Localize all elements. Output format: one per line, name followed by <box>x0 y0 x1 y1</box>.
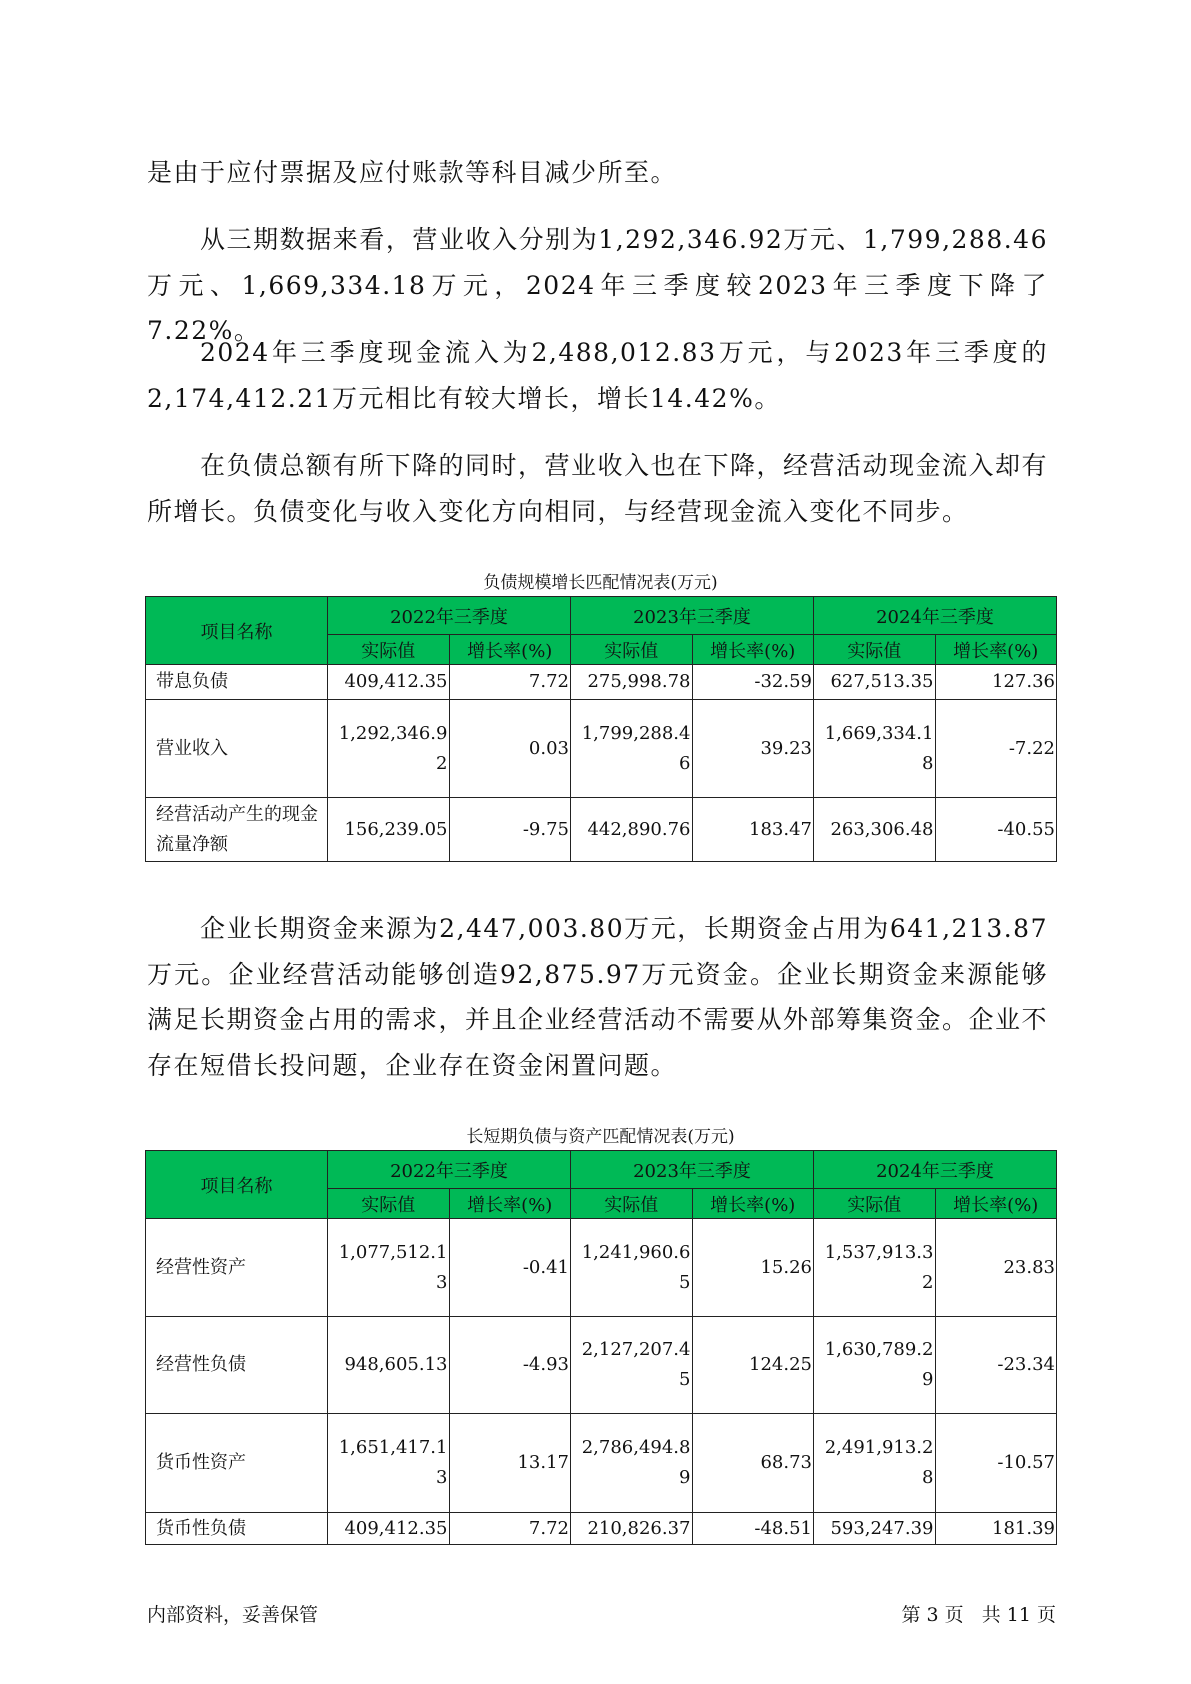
growth-rate: -9.75 <box>449 798 571 862</box>
header-actual: 实际值 <box>814 635 936 665</box>
actual-value: 1,651,417.13 <box>328 1414 450 1513</box>
actual-value: 156,239.05 <box>328 798 450 862</box>
growth-rate: -32.59 <box>692 665 814 700</box>
paragraph: 在负债总额有所下降的同时，营业收入也在下降，经营活动现金流入却有所增长。负债变化与收入变化方向相同，与经营现金流入变化不同步。 <box>147 451 1049 526</box>
paragraph: 2024年三季度现金流入为2,488,012.83万元，与2023年三季度的2,174,412.21万元相比有较大增长，增长14.42%。 <box>147 338 1048 413</box>
row-name: 货币性资产 <box>146 1414 328 1513</box>
header-period: 2023年三季度 <box>571 1151 814 1189</box>
header-actual: 实际值 <box>814 1189 936 1219</box>
paragraph: 企业长期资金来源为2,447,003.80万元，长期资金占用为641,213.87万元。企业经营活动能够创造92,875.97万元资金。企业长期资金来源能够满足长期资金占用的需求，并且企业经营活动不需要从外部筹集资金。企业不存在短借长投问题，企业存在资金闲置问题。 <box>147 914 1049 1080</box>
paragraph: 从三期数据来看，营业收入分别为1,292,346.92万元、1,799,288.46万元、1,669,334.18万元，2024年三季度较2023年三季度下降了7.22%。 <box>147 225 1048 345</box>
growth-rate: 39.23 <box>692 700 814 798</box>
actual-value: 1,669,334.18 <box>814 700 936 798</box>
actual-value: 1,799,288.46 <box>571 700 693 798</box>
growth-rate: -4.93 <box>449 1317 571 1414</box>
growth-rate: -48.51 <box>692 1513 814 1545</box>
row-name: 营业收入 <box>146 700 328 798</box>
growth-rate: 7.72 <box>449 665 571 700</box>
growth-rate: 183.47 <box>692 798 814 862</box>
actual-value: 1,537,913.32 <box>814 1219 936 1317</box>
header-actual: 实际值 <box>571 1189 693 1219</box>
growth-rate: 13.17 <box>449 1414 571 1513</box>
table-row <box>146 700 1057 798</box>
actual-value: 2,127,207.45 <box>571 1317 693 1414</box>
header-period: 2024年三季度 <box>814 1151 1057 1189</box>
table-row <box>146 1317 1057 1414</box>
actual-value: 409,412.35 <box>328 665 450 700</box>
header-item-name: 项目名称 <box>146 1151 328 1219</box>
row-name: 带息负债 <box>146 665 328 700</box>
actual-value: 210,826.37 <box>571 1513 693 1545</box>
header-growth: 增长率(%) <box>935 1189 1057 1219</box>
actual-value: 948,605.13 <box>328 1317 450 1414</box>
growth-rate: 68.73 <box>692 1414 814 1513</box>
header-period: 2022年三季度 <box>328 597 571 635</box>
table-row <box>146 1513 1057 1545</box>
growth-rate: -7.22 <box>935 700 1057 798</box>
table-row <box>146 1219 1057 1317</box>
debt-scale-table <box>145 596 1057 862</box>
header-actual: 实际值 <box>328 635 450 665</box>
row-name: 经营性资产 <box>146 1219 328 1317</box>
page-number: 第 3 页 共 11 页 <box>901 1604 1056 1626</box>
header-growth: 增长率(%) <box>692 635 814 665</box>
growth-rate: -23.34 <box>935 1317 1057 1414</box>
header-period: 2022年三季度 <box>328 1151 571 1189</box>
actual-value: 2,491,913.28 <box>814 1414 936 1513</box>
actual-value: 263,306.48 <box>814 798 936 862</box>
table-caption: 负债规模增长匹配情况表(万元) <box>483 573 718 593</box>
actual-value: 1,292,346.92 <box>328 700 450 798</box>
growth-rate: 7.72 <box>449 1513 571 1545</box>
table-row <box>146 798 1057 862</box>
actual-value: 409,412.35 <box>328 1513 450 1545</box>
table-caption: 长短期负债与资产匹配情况表(万元) <box>466 1127 735 1147</box>
header-period: 2024年三季度 <box>814 597 1057 635</box>
growth-rate: -40.55 <box>935 798 1057 862</box>
actual-value: 627,513.35 <box>814 665 936 700</box>
header-period: 2023年三季度 <box>571 597 814 635</box>
header-growth: 增长率(%) <box>692 1189 814 1219</box>
actual-value: 1,241,960.65 <box>571 1219 693 1317</box>
growth-rate: -0.41 <box>449 1219 571 1317</box>
growth-rate: -10.57 <box>935 1414 1057 1513</box>
actual-value: 1,077,512.13 <box>328 1219 450 1317</box>
header-growth: 增长率(%) <box>449 635 571 665</box>
growth-rate: 181.39 <box>935 1513 1057 1545</box>
actual-value: 2,786,494.89 <box>571 1414 693 1513</box>
actual-value: 1,630,789.29 <box>814 1317 936 1414</box>
actual-value: 593,247.39 <box>814 1513 936 1545</box>
growth-rate: 0.03 <box>449 700 571 798</box>
growth-rate: 124.25 <box>692 1317 814 1414</box>
header-growth: 增长率(%) <box>449 1189 571 1219</box>
paragraph: 是由于应付票据及应付账款等科目减少所至。 <box>147 158 678 187</box>
row-name: 经营性负债 <box>146 1317 328 1414</box>
actual-value: 442,890.76 <box>571 798 693 862</box>
debt-asset-match-table <box>145 1150 1057 1545</box>
growth-rate: 15.26 <box>692 1219 814 1317</box>
table-row <box>146 665 1057 700</box>
header-actual: 实际值 <box>328 1189 450 1219</box>
growth-rate: 127.36 <box>935 665 1057 700</box>
header-growth: 增长率(%) <box>935 635 1057 665</box>
row-name: 经营活动产生的现金流量净额 <box>146 798 328 862</box>
header-item-name: 项目名称 <box>146 597 328 665</box>
actual-value: 275,998.78 <box>571 665 693 700</box>
footer-note: 内部资料，妥善保管 <box>147 1604 319 1626</box>
row-name: 货币性负债 <box>146 1513 328 1545</box>
table-row <box>146 1414 1057 1513</box>
header-actual: 实际值 <box>571 635 693 665</box>
growth-rate: 23.83 <box>935 1219 1057 1317</box>
